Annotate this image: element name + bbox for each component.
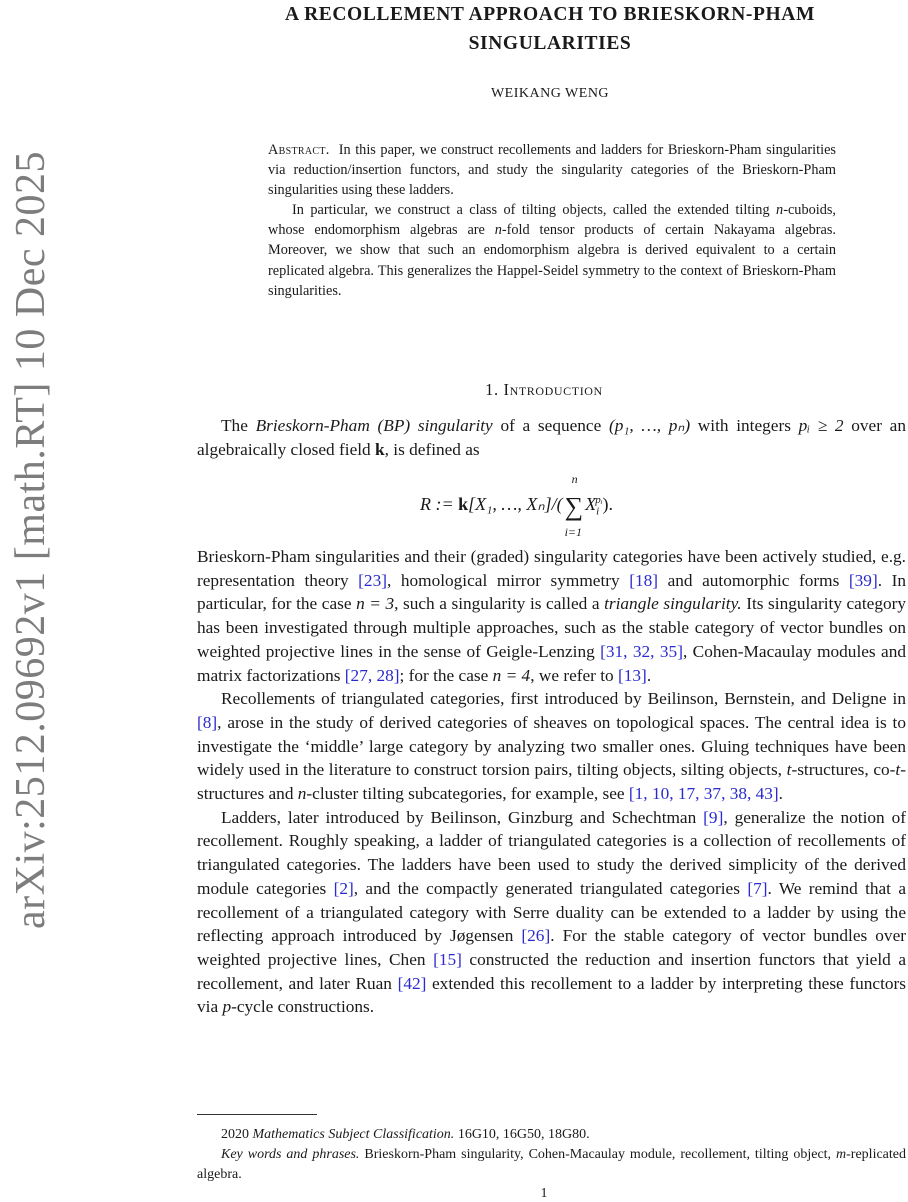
intro-body bbox=[197, 545, 906, 1019]
page-number: 1 bbox=[540, 1186, 548, 1201]
summation-symbol: ∑ n i=1 bbox=[564, 472, 584, 539]
citation-link[interactable]: [13] bbox=[618, 665, 647, 685]
abstract-label: Abstract. bbox=[268, 142, 330, 158]
intro-paragraph-2: Brieskorn-Pham singularities and their (graded) singularity categories have been actively studied, e.g. representation theory [23], homological mirror symmetry [18] and automorphic forms [39]. In particular, for the case n = 3, such a singularity is called a triangle singularity. Its singularity category has been investigated through multiple approaches, such as the stable category of vector bundles on weighted projective lines in the sense of Geigle-Lenzing [31, 32, 35], Cohen-Macaulay modules and matrix factorizations [27, 28]; for the case n = 4, we refer to [13]. bbox=[197, 547, 907, 685]
section-title: Introduction bbox=[503, 380, 603, 399]
title-line-1: A RECOLLEMENT APPROACH TO BRIESKORN-PHAM bbox=[285, 4, 815, 25]
citation-link[interactable]: [27, 28] bbox=[344, 665, 400, 685]
intro-paragraph-3: Recollements of triangulated categories, first introduced by Beilinson, Bernstein, and Deligne in [8], arose in the study of derived categories of sheaves on topological spaces. The central idea is to investigate the ‘middle’ large category by analyzing two smaller ones. Gluing techniques have been widely used in the literature to construct torsion pairs, tilting objects, silting objects, t-structures, co-t-structures and n-cluster tilting subcategories, for example, see [1, 10, 17, 37, 38, 43]. bbox=[197, 689, 906, 804]
citation-link[interactable]: [18] bbox=[629, 570, 659, 590]
citation-link[interactable]: [1, 10, 17, 37, 38, 43] bbox=[628, 784, 779, 804]
citation-link[interactable]: [26] bbox=[521, 926, 551, 946]
citation-link[interactable]: [42] bbox=[397, 973, 427, 993]
citation-link[interactable]: [2] bbox=[333, 878, 354, 898]
abstract-paragraph-2: In particular, we construct a class of tilting objects, called the extended tilting n-cuboids, whose endomorphism algebras are n-fold tensor products of certain Nakayama algebras. Moreover, we show that such an endomorphism algebra is derived equivalent to a certain replicated algebra. This generalizes the Happel-Seidel symmetry to the context of Brieskorn-Pham singularities. bbox=[268, 202, 836, 299]
citation-link[interactable]: [7] bbox=[747, 878, 768, 898]
footnote-divider bbox=[197, 1114, 317, 1115]
citation-link[interactable]: [8] bbox=[197, 712, 218, 732]
citation-link[interactable]: [31, 32, 35] bbox=[600, 641, 683, 661]
citation-link[interactable]: [23] bbox=[358, 570, 387, 590]
paper-title bbox=[200, 0, 900, 58]
citation-link[interactable]: [39] bbox=[848, 570, 878, 590]
citation-link[interactable]: [15] bbox=[433, 949, 462, 969]
section-number: 1. bbox=[485, 380, 499, 399]
author-name: WEIKANG WENG bbox=[490, 86, 610, 101]
intro-paragraph-4: Ladders, later introduced by Beilinson, Ginzburg and Schechtman [9], generalize the notion of recollement. Roughly speaking, a ladder of triangulated categories is a collection of recollements of triangulated categories. The ladders have been used to study the derived simplicity of the derived module categories [2], and the compactly generated triangulated categories [7]. We remind that a recollement of a triangulated category with Serre duality can be extended to a ladder by using the reflecting approach introduced by Jøgensen [26]. For the stable category of vector bundles over weighted projective lines, Chen [15] constructed the reduction and insertion functors that yield a recollement, and later Ruan [42] extended this recollement to a ladder by interpreting these functors via p-cycle constructions. bbox=[197, 807, 907, 1017]
title-line-2: SINGULARITIES bbox=[468, 33, 632, 54]
arxiv-identifier-stamp bbox=[6, 150, 56, 930]
abstract-paragraph-1: Abstract. In this paper, we construct recollements and ladders for Brieskorn-Pham singularities via reduction/insertion functors, and study the singularity categories of the Brieskorn-Pham singularities using these ladders. bbox=[268, 142, 836, 199]
footnote-keywords: Key words and phrases. Brieskorn-Pham singularity, Cohen-Macaulay module, recollement, tilting object, m-replicated algebra. bbox=[197, 1147, 906, 1182]
display-equation-bp-ring: R := k[X₁, …, Xₙ]/(∑ n i=1 $X_i^{pᵢ}$). bbox=[420, 472, 613, 539]
emphasis-bp-singularity: Brieskorn-Pham (BP) singularity bbox=[255, 416, 493, 435]
citation-link[interactable]: [9] bbox=[703, 807, 724, 827]
arxiv-stamp-text: arXiv:2512.09692v1 [math.RT] 10 Dec 2025 bbox=[8, 150, 55, 930]
abstract bbox=[268, 140, 836, 301]
footnote-msc: 2020 Mathematics Subject Classification. 16G10, 16G50, 18G80. bbox=[221, 1127, 590, 1142]
footnotes bbox=[197, 1125, 906, 1185]
intro-paragraph-1: The Brieskorn-Pham (BP) singularity of a sequence (p₁, …, pₙ) with integers pᵢ ≥ 2 over an algebraically closed field k, is defined as bbox=[197, 416, 906, 459]
section-heading-introduction bbox=[180, 380, 908, 400]
